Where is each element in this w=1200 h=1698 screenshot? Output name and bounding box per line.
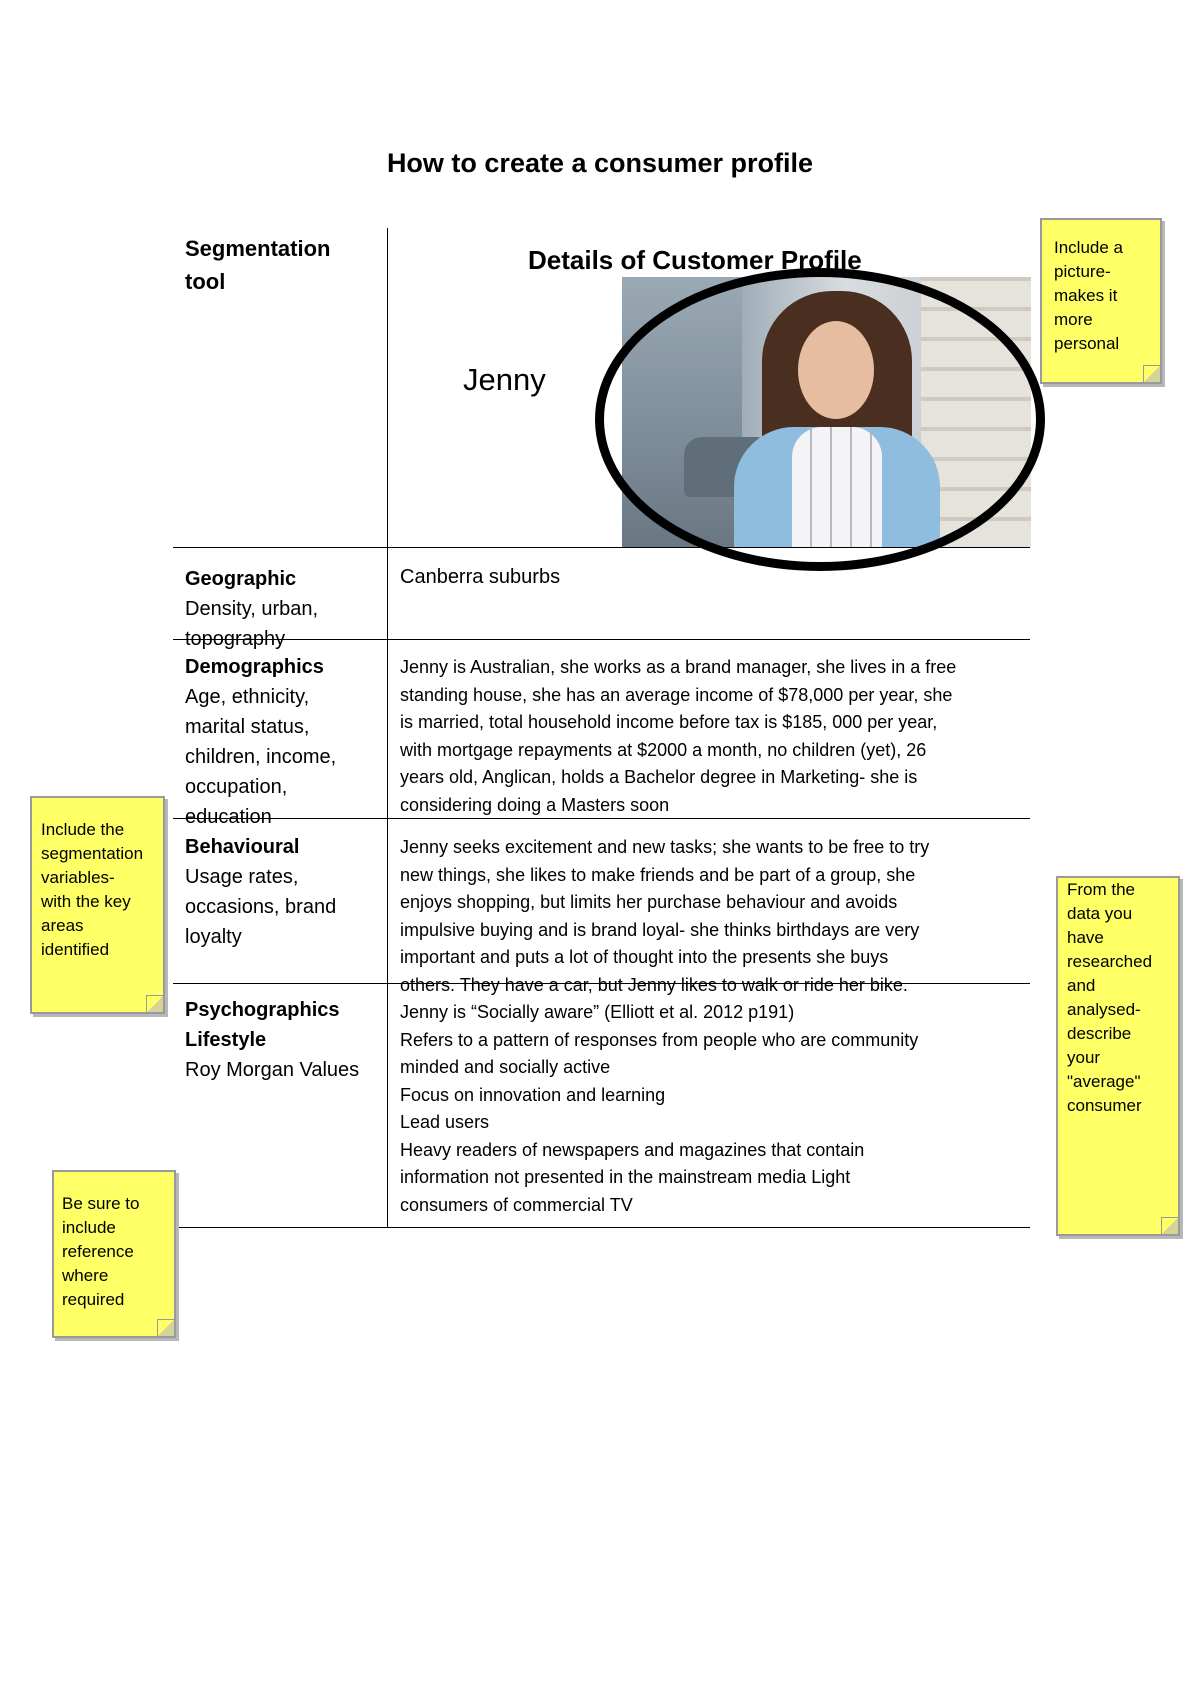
- row-label-geographic: Geographic Density, urban, topography: [185, 568, 319, 650]
- table-row-divider: [173, 1227, 1030, 1228]
- sticky-note-picture: Include a picture- makes it more personal: [1040, 218, 1162, 384]
- row-label-behavioural: Behavioural Usage rates, occasions, brand loyalty: [185, 836, 337, 948]
- page-title: How to create a consumer profile: [386, 148, 814, 178]
- note-curl-icon: [157, 1319, 174, 1336]
- note-curl-icon: [1143, 365, 1160, 382]
- sticky-note-data: From the data you have researched and analysed- describe your "average" consumer: [1056, 876, 1180, 1236]
- note-curl-icon: [1161, 1217, 1178, 1234]
- row-content-demographics: Jenny is Australian, she works as a brand manager, she lives in a free standing house, she has an average income of $78,000 per year, she is married, total household income before tax is $185, 000 per year, with mortgage repayments at $2000 a month, no children (yet), 26 years old, Anglican, holds a Bachelor degree in Marketing- she is considering doing a Masters soon: [400, 657, 957, 815]
- note-curl-icon: [146, 995, 163, 1012]
- row-content-behavioural: Jenny seeks excitement and new tasks; she wants to be free to try new things, she likes to make friends and be part of a group, she enjoys shopping, but limits her purchase behaviour and avoids impulsive buying and is brand loyal- she thinks birthdays are very important and puts a lot of thought into the presents she buys others. They have a car, but Jenny likes to walk or ride her bike.: [400, 837, 930, 995]
- row-content-geographic: Canberra suburbs: [400, 566, 561, 588]
- sticky-note-reference: Be sure to include reference where required: [52, 1170, 176, 1338]
- row-content-psychographics: Jenny is “Socially aware” (Elliott et al. 2012 p191) Refers to a pattern of responses from people who are community minded and socially active Focus on innovation and learning Lead users Heavy readers of newspapers and magazines that contain information not presented in the mainstream media Light consumers of commercial TV: [400, 1002, 919, 1215]
- row-label-psychographics: Psychographics Lifestyle Roy Morgan Values: [185, 999, 360, 1081]
- customer-profile-header: Details of Customer Profile: [528, 245, 862, 275]
- sticky-note-segmentation: Include the segmentation variables- with the key areas identified: [30, 796, 165, 1014]
- segmentation-tool-header: Segmentation tool: [185, 236, 331, 294]
- persona-name: Jenny: [463, 362, 546, 397]
- highlight-ellipse: [595, 268, 1045, 571]
- row-label-demographics: Demographics Age, ethnicity, marital status, children, income, occupation, education: [185, 656, 337, 828]
- table-column-divider: [387, 228, 388, 1227]
